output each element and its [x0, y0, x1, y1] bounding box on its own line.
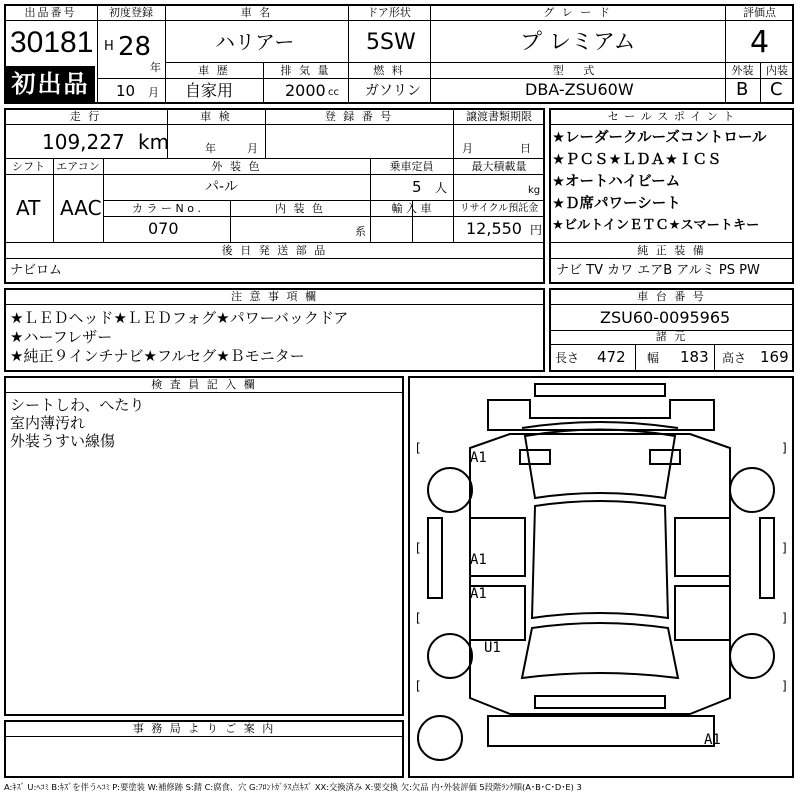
door-type: 5SW: [366, 30, 416, 55]
legend: A:ｷｽﾞ U:ﾍｺﾐ B:ｷｽﾞを伴うﾍｺﾐ P:要塗装 W:補修跡 S:錆 C:腐食、穴 G:ﾌﾛﾝﾄｶﾞﾗｽ点ｷｽﾞ XX:交換済み X:要交換 欠:欠品 内･外装評価 5段階ﾗﾝｸ順(A･B･C･D･E) 3: [4, 782, 582, 792]
mileage: 109,227: [42, 130, 125, 154]
inspection-month-unit: 月: [247, 142, 258, 155]
car-name-label: 車 名: [240, 6, 273, 19]
color-no-label: カ ラ ー N o .: [132, 202, 201, 215]
shift-label: シフト: [12, 160, 45, 173]
spare-wheel: [418, 716, 462, 760]
chassis-number: ZSU60-0095965: [600, 308, 731, 327]
transfer-month-unit: 月: [462, 142, 473, 155]
exterior-grade-label: 外装: [731, 64, 754, 77]
car-diagram-block: [408, 376, 794, 778]
note-line-3: ★純正９インチナビ★フルセグ★Ｂモニター: [10, 347, 305, 365]
front-bumper: [535, 384, 665, 396]
score: 4: [750, 25, 770, 60]
genuine-label: 純 正 装 備: [637, 244, 706, 257]
interior-grade-label: 内装: [766, 64, 788, 77]
length-label: 長さ: [555, 351, 580, 365]
max-load-label: 最大積載量: [471, 160, 527, 173]
rear-glass: [522, 623, 678, 678]
displacement: 2000: [285, 81, 326, 100]
svg-text:]: ]: [782, 541, 787, 555]
sales-point-5: ★ビルトインＥＴＣ★スマートキー: [552, 218, 760, 233]
interior-color-unit: 系: [355, 225, 366, 238]
svg-text:[: [: [416, 541, 421, 555]
displacement-label: 排 気 量: [280, 64, 331, 77]
svg-text:[: [: [416, 679, 421, 693]
import-label: 輸 入 車: [391, 202, 432, 215]
sales-point-1: ★レーダークルーズコントロール: [552, 130, 767, 146]
wheel-rear-right: [730, 634, 774, 678]
svg-text:]: ]: [782, 441, 787, 455]
later-parts: ナビロム: [10, 263, 63, 278]
svg-text:[: [: [416, 611, 421, 625]
genuine-equipment: ナビ TV カワ エアB アルミ PS PW: [556, 263, 760, 278]
fuel: ガソリン: [365, 83, 421, 99]
transfer-day-unit: 日: [520, 142, 531, 155]
svg-text:]: ]: [782, 611, 787, 625]
svg-text:[: [: [416, 441, 421, 455]
damage-mark-left-front-door: A1: [470, 552, 487, 568]
length-value: 472: [597, 348, 626, 366]
chassis-label: 車 台 番 号: [637, 290, 706, 303]
note-line-2: ★ハーフレザー: [10, 328, 113, 346]
mileage-label: 走 行: [69, 110, 102, 123]
history: 自家用: [185, 81, 234, 100]
grade-label: グ レ ー ド: [543, 6, 612, 19]
sales-point-2: ★ＰＣＳ★ＬＤＡ★ＩＣＳ: [552, 152, 722, 168]
recycle: 12,550: [466, 219, 522, 238]
grade: プ レミアム: [520, 30, 636, 55]
exterior-color: パ-ル: [205, 179, 239, 195]
width-value: 183: [680, 348, 709, 366]
door-label: ドア形状: [367, 6, 411, 19]
notes-label: 注 意 事 項 欄: [231, 290, 318, 303]
color-no: 070: [148, 219, 179, 238]
model-type: DBA-ZSU60W: [525, 80, 634, 99]
width-label: 幅: [647, 351, 660, 365]
registration-era: H: [104, 39, 114, 54]
model-type-label: 型 式: [552, 64, 603, 77]
transfer-doc-label: 譲渡書類期限: [466, 110, 532, 123]
aircon: AAC: [60, 196, 102, 220]
interior-color-label: 内 装 色: [275, 202, 325, 215]
height-value: 169: [760, 348, 789, 366]
month-unit: 月: [148, 86, 159, 99]
note-line-1: ★ＬＥＤヘッド★ＬＥＤフォグ★パワーバックドア: [10, 309, 349, 327]
roof: [532, 501, 668, 618]
sales-points-label: セ ー ル ス ポ イ ン ト: [607, 110, 736, 123]
right-rear-door: [675, 586, 730, 640]
aircon-label: エアコン: [56, 160, 100, 173]
recycle-unit: 円: [530, 223, 543, 237]
lot-number: 30181: [10, 26, 94, 59]
inspector-line-3: 外装うすい線傷: [10, 432, 116, 450]
registration-month: 10: [116, 82, 136, 100]
seats: 5: [412, 178, 422, 196]
damage-mark-front-left: A1: [470, 450, 487, 466]
sales-point-4: ★Ｄ席パワーシート: [552, 196, 681, 212]
office-label: 事 務 局 よ り ご 案 内: [132, 722, 276, 735]
max-load-unit: kg: [528, 185, 541, 196]
inspection-label: 車 検: [200, 110, 232, 123]
lot-label: 出品番号: [24, 6, 77, 19]
later-parts-label: 後 日 発 送 部 品: [221, 244, 328, 257]
right-front-door: [675, 518, 730, 576]
fuel-label: 燃 料: [373, 64, 405, 77]
recycle-label: リサイクル預託金: [459, 203, 539, 214]
displacement-unit: cc: [328, 87, 339, 98]
seats-label: 乗車定員: [389, 160, 434, 173]
exterior-grade: B: [736, 79, 749, 100]
inspection-year-unit: 年: [205, 142, 216, 155]
inspector-label: 検 査 員 記 入 欄: [151, 378, 257, 391]
inspector-line-1: シートしわ、へたり: [10, 396, 145, 414]
registration-year: 28: [118, 32, 152, 62]
damage-mark-rear-bumper: A1: [704, 732, 721, 748]
specs-label: 諸 元: [655, 330, 688, 343]
seats-unit: 人: [435, 181, 448, 195]
wheel-front-left: [428, 468, 472, 512]
wheel-front-right: [730, 468, 774, 512]
interior-grade: C: [770, 79, 783, 100]
mileage-unit: km: [138, 130, 170, 154]
inspector-line-2: 室内薄汚れ: [10, 414, 86, 432]
exterior-color-label: 外 装 色: [211, 160, 262, 173]
registration-label: 初度登録: [109, 6, 153, 19]
rear-bumper: [535, 696, 665, 708]
shift: AT: [16, 196, 41, 220]
history-label: 車 歴: [198, 64, 230, 77]
damage-mark-left-rear-door: A1: [470, 586, 487, 602]
score-label: 評価点: [743, 6, 776, 19]
damage-mark-rear-left: U1: [484, 640, 501, 656]
height-label: 高さ: [722, 351, 747, 365]
svg-text:]: ]: [782, 679, 787, 693]
car-diagram: [410, 378, 792, 776]
wheel-rear-left: [428, 634, 472, 678]
plate-label: 登 録 番 号: [324, 110, 394, 123]
sales-point-3: ★オートハイビーム: [552, 174, 681, 190]
car-name: ハリアー: [215, 30, 295, 54]
first-listing-badge: 初出品: [6, 66, 95, 102]
year-unit: 年: [150, 61, 161, 74]
